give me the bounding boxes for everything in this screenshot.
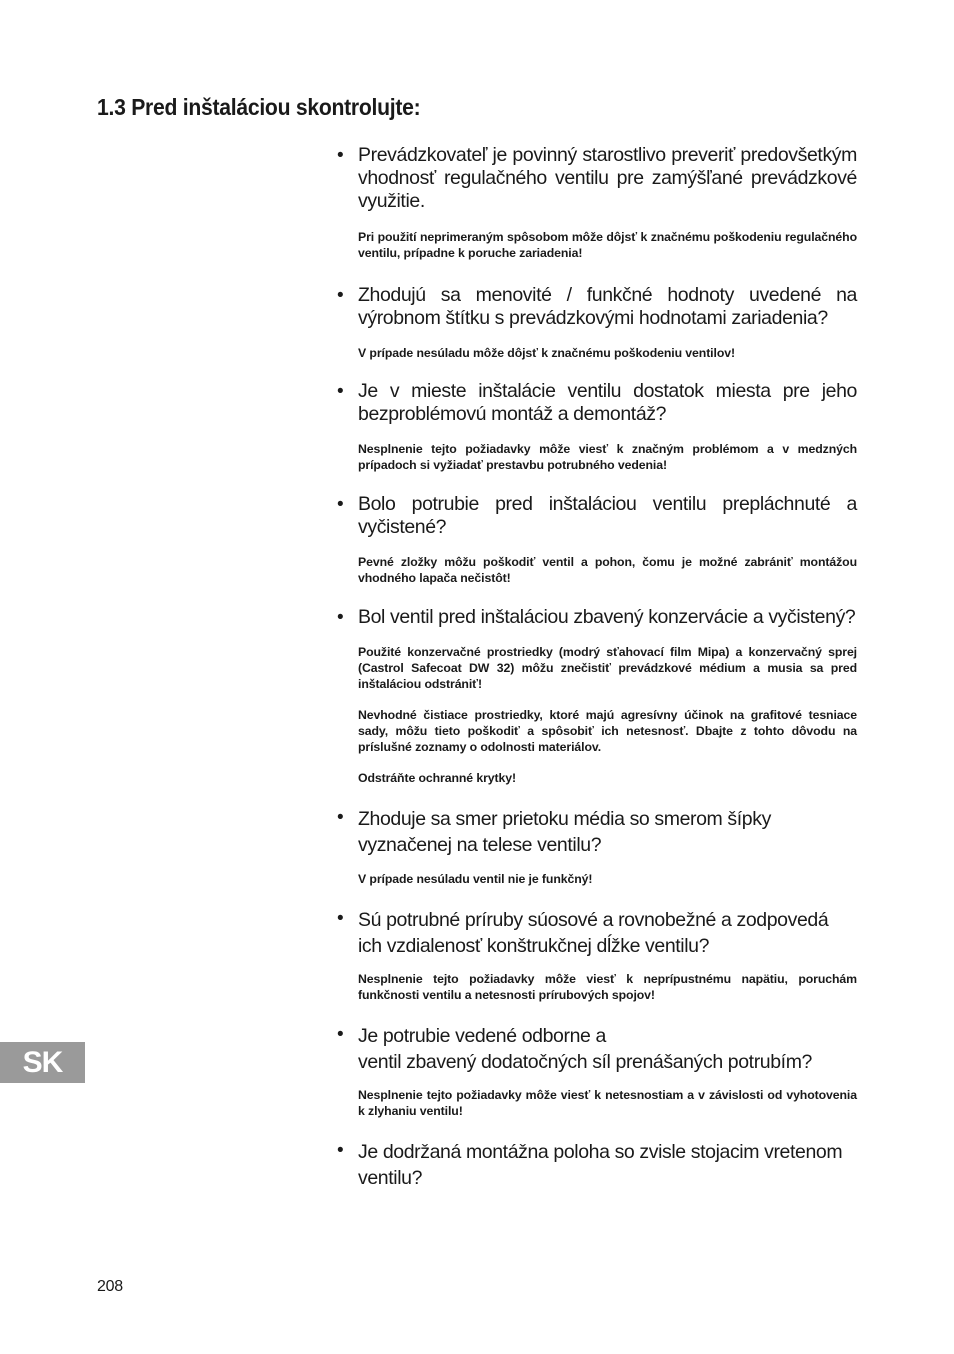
bullet: •: [337, 145, 344, 166]
bullet: •: [337, 381, 344, 402]
question-text: Je v mieste inštalácie ventilu dostatok miesta pre jeho bezproblémovú montáž a demontáž?: [358, 380, 857, 425]
checklist-item: [337, 1139, 857, 1191]
warning-note: Použité konzervačné prostriedky (modrý sťahovací film Mipa) a konzervačný sprej (Castrol Safecoat DW 32) môžu znečistiť prevádzkové médium a musia sa pred inštaláciou odstrániť!: [358, 645, 857, 691]
warning-note: Nesplnenie tejto požiadavky môže viesť k netesnostiam a v závislosti od vyhotovenia k zlyhaniu ventilu!: [358, 1088, 857, 1118]
question-text: Bol ventil pred inštaláciou zbavený konzervácie a vyčistený?: [358, 606, 856, 628]
bullet: •: [337, 285, 344, 306]
bullet: •: [337, 1140, 344, 1161]
question-text: Zhoduje sa smer prietoku média so smerom šípky vyznačenej na telese ventilu?: [358, 808, 771, 856]
bullet: •: [337, 807, 344, 828]
question-text: [358, 1023, 857, 1075]
section-heading: 1.3 Pred inštaláciou skontrolujte:: [97, 94, 421, 120]
checklist-item: [337, 1023, 857, 1119]
question-text: Zhodujú sa menovité / funkčné hodnoty uvedené na výrobnom štítku s prevádzkovými hodnotami zariadenia?: [358, 284, 857, 329]
question-line: Je potrubie vedené odborne a: [358, 1025, 606, 1047]
warning-note: Nesplnenie tejto požiadavky môže viesť k neprípustnému napätiu, poruchám funkčnosti ventilu a netesnosti prírubových spojov!: [358, 972, 857, 1002]
warning-note: V prípade nesúladu môže dôjsť k značnému poškodeniu ventilov!: [358, 346, 735, 360]
warning-note: Pri použití neprimeraným spôsobom môže dôjsť k značnému poškodeniu regulačného ventilu, prípadne k poruche zariadenia!: [358, 230, 857, 260]
checklist-item: [337, 493, 857, 586]
checklist-item: [337, 144, 857, 261]
page-number: 208: [97, 1278, 123, 1295]
question-text: Bolo potrubie pred inštaláciou ventilu prepláchnuté a vyčistené?: [358, 493, 857, 538]
question-text: Prevádzkovateľ je povinný starostlivo preveriť predovšetkým vhodnosť regulačného ventilu pre zamýšľané prevádzkové využitie.: [358, 144, 857, 212]
bullet: •: [337, 1024, 344, 1045]
checklist-item: [337, 380, 857, 473]
language-tab: SK: [0, 1042, 85, 1083]
checklist-item: [337, 606, 857, 786]
warning-note: V prípade nesúladu ventil nie je funkčný!: [358, 872, 593, 886]
warning-note: Odstráňte ochranné krytky!: [358, 771, 516, 785]
warning-note: Nevhodné čistiace prostriedky, ktoré majú agresívny účinok na grafitové tesniace sady, môžu tieto poškodiť a spôsobiť ich netesnosť. Dbajte z tohto dôvodu na príslušné zoznamy o odolnosti materiálov.: [358, 708, 857, 754]
checklist-item: [337, 284, 857, 361]
question-line: ventil zbavený dodatočných síl prenášaných potrubím?: [358, 1051, 812, 1073]
bullet: •: [337, 908, 344, 929]
warning-note: Nesplnenie tejto požiadavky môže viesť k značným problémom a v medzných prípadoch si vyžiadať prestavbu potrubného vedenia!: [358, 442, 857, 472]
bullet: •: [337, 494, 344, 515]
warning-note: Pevné zložky môžu poškodiť ventil a pohon, čomu je možné zabrániť montážou vhodného lapača nečistôt!: [358, 555, 857, 585]
question-text: Sú potrubné príruby súosové a rovnobežné a zodpovedá ich vzdialenosť konštrukčnej dĺžke ventilu?: [358, 909, 829, 957]
checklist: [337, 144, 857, 1191]
bullet: •: [337, 607, 344, 628]
checklist-item: [337, 806, 857, 887]
question-text: Je dodržaná montážna poloha so zvisle stojacim vretenom ventilu?: [358, 1141, 843, 1189]
checklist-item: [337, 907, 857, 1003]
